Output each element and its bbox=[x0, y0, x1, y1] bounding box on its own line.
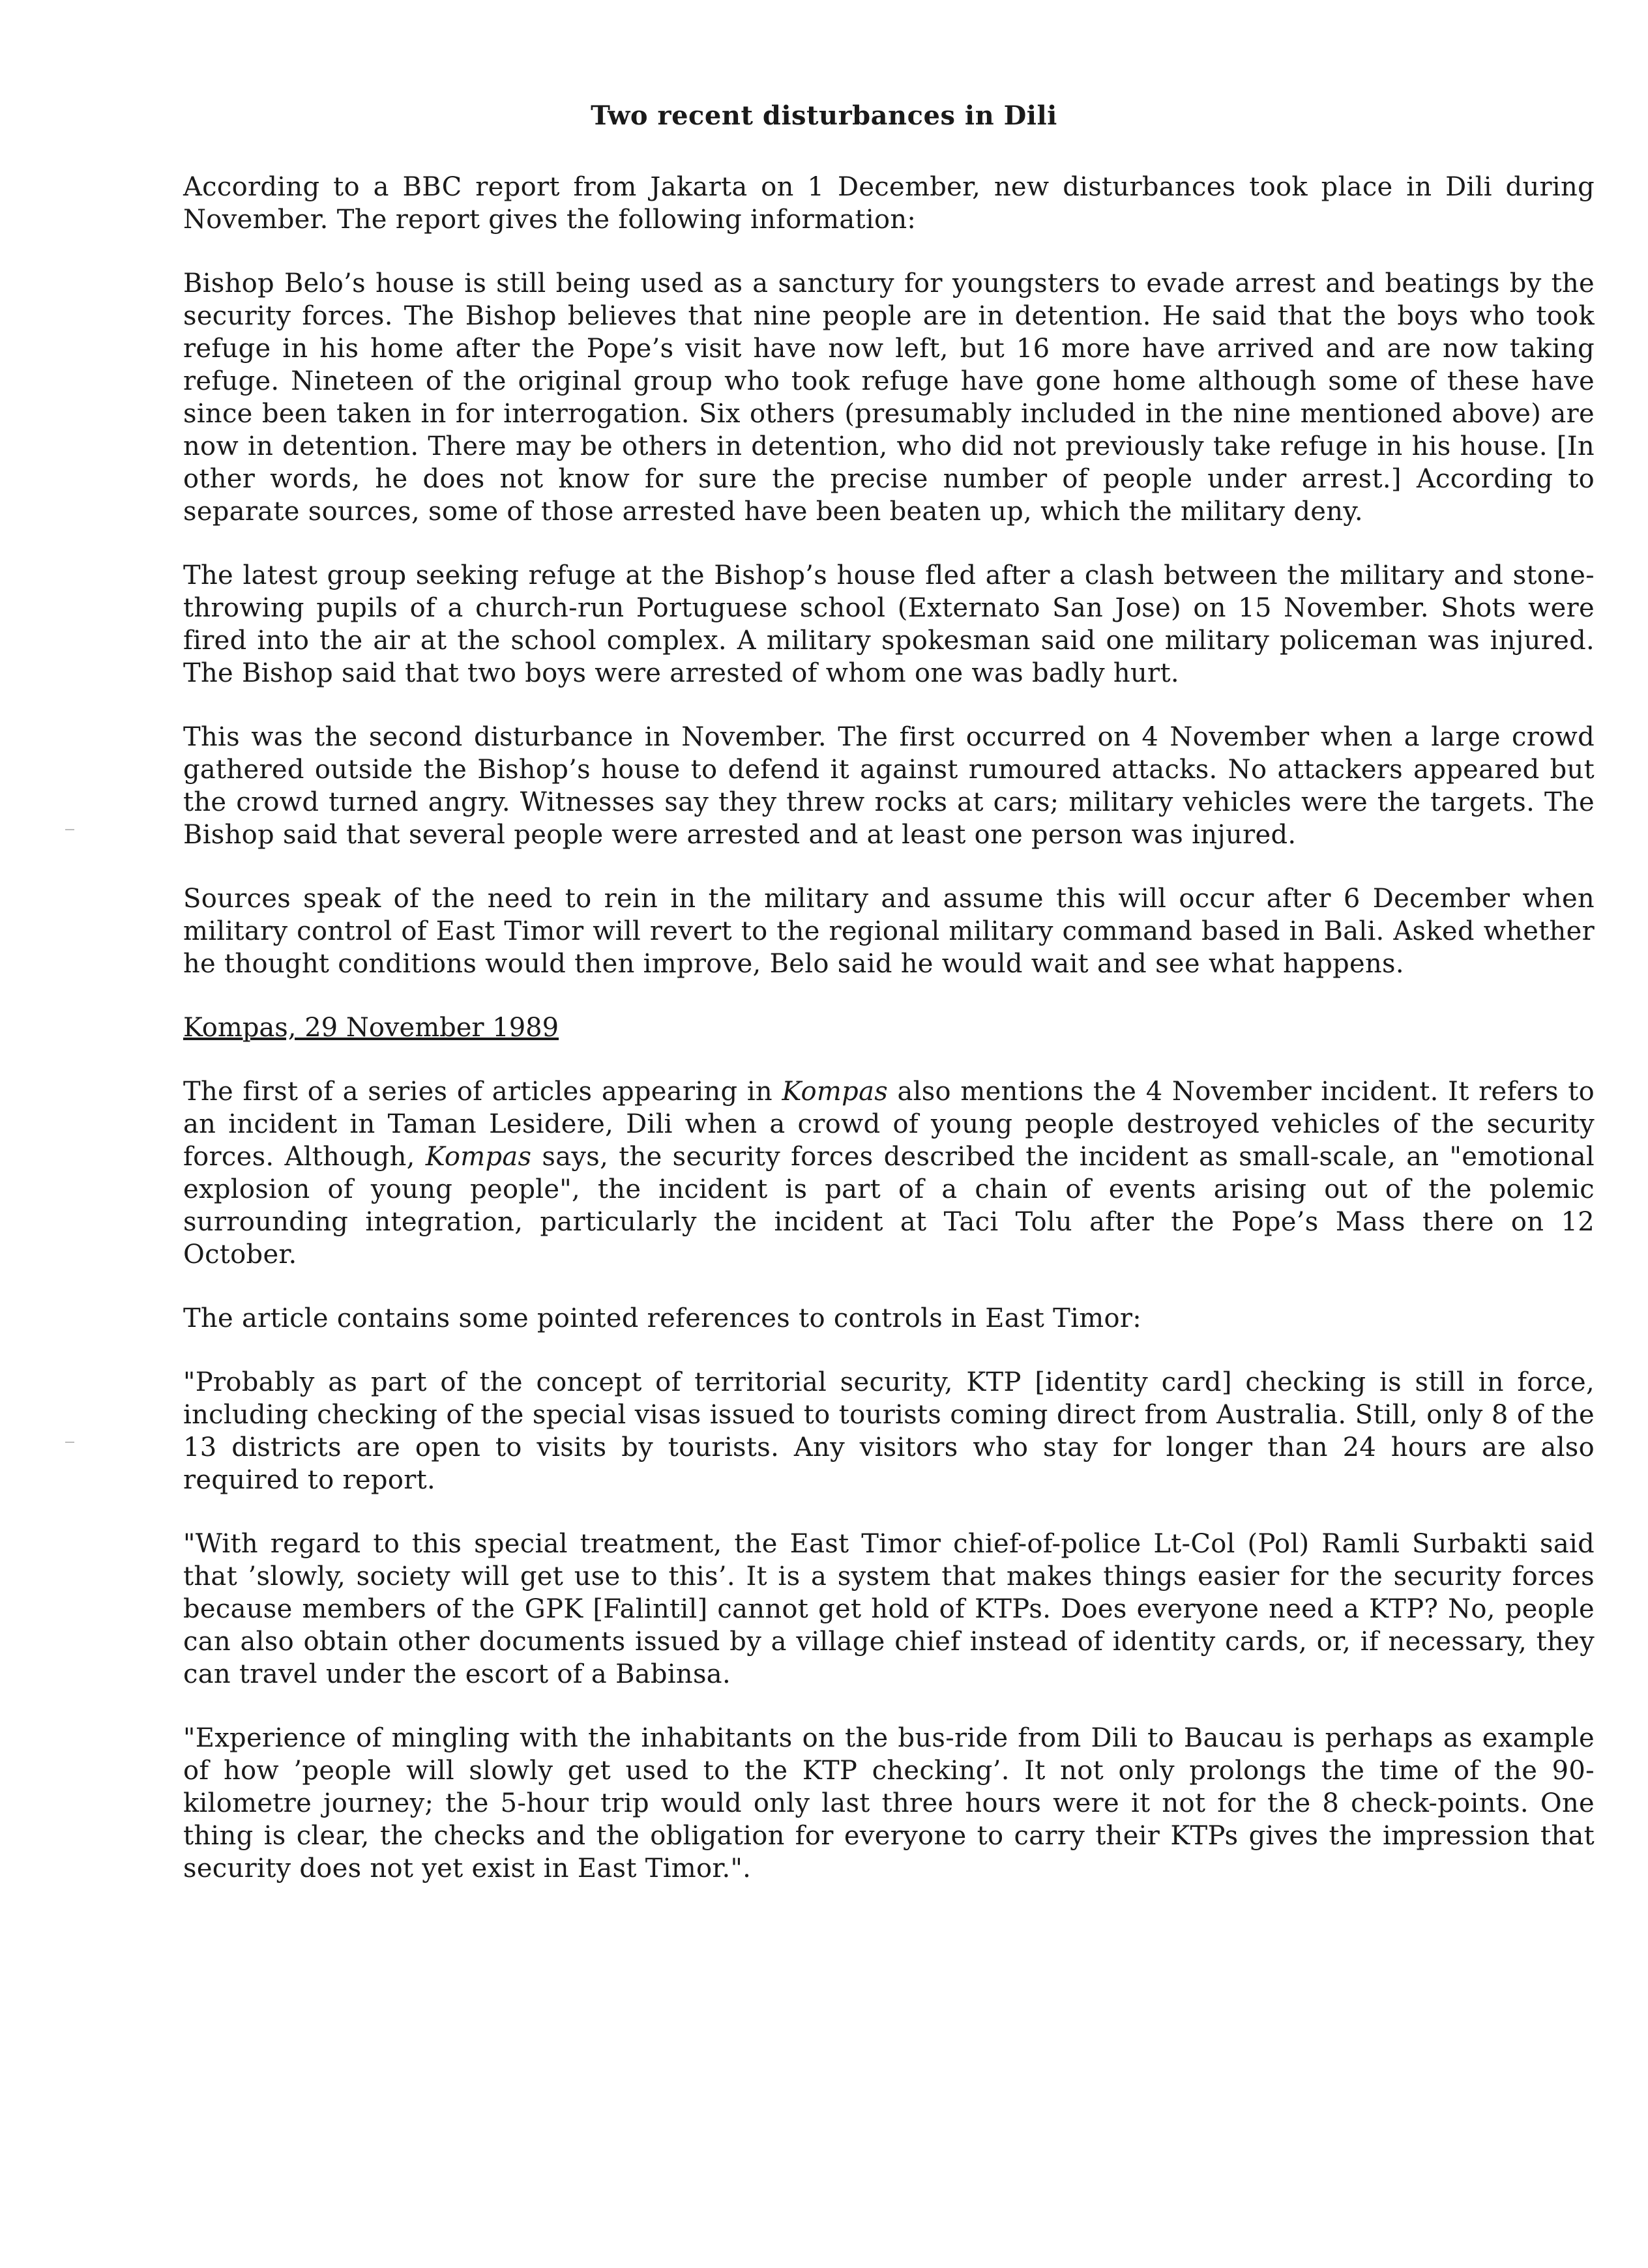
publication-name: Kompas bbox=[425, 1142, 532, 1172]
quote-bus-ride: "Experience of mingling with the inhabitants on the bus-ride from Dili to Baucau is perhaps as example of how ’people will slowly get used to the KTP checking’. It not only prolongs the time of the 90-kilometre journey; the 5-hour trip would only last three hours were it not for the 8 check-points. One thing is clear, the checks and the obligation for everyone to carry their KTPs gives the impression that security does not yet exist in East Timor.". bbox=[183, 1723, 1595, 1883]
paragraph-kompas-intro bbox=[183, 1075, 1595, 1271]
text-run: says, the security forces described the incident as small-scale, an "emotional explosion of young people", the incident is part of a chain of events arising out of the polemic surrounding integration, particularly the incident at Taci Tolu after the Pope’s Mass there on 12 October. bbox=[183, 1142, 1595, 1270]
paragraph-bbc-report: According to a BBC report from Jakarta on 1 December, new disturbances took place in Dili during November. The report gives the following information: bbox=[183, 172, 1595, 235]
quote-territorial-security: "Probably as part of the concept of territorial security, KTP [identity card] checking is still in force, including checking of the special visas issued to tourists coming direct from Australia. Still, only 8 of the 13 districts are open to visits by tourists. Any visitors who stay for longer than 24 hours are also required to report. bbox=[183, 1367, 1595, 1495]
paragraph-article-references: The article contains some pointed references to controls in East Timor: bbox=[183, 1303, 1142, 1333]
scan-speck bbox=[65, 829, 74, 830]
text-run: also mentions the 4 November incident. It refers to an incident in Taman Lesidere, Dili when a crowd of young people destroyed vehicles of the security forces. Although, bbox=[183, 1077, 1595, 1172]
document-title: Two recent disturbances in Dili bbox=[591, 100, 1057, 131]
paragraph-latest-group: The latest group seeking refuge at the Bishop’s house fled after a clash between the military and stone-throwing pupils of a church-run Portuguese school (Externato San Jose) on 15 November. Shots were fired into the air at the school complex. A military spokesman said one military policeman was injured. The Bishop said that two boys were arrested of whom one was badly hurt. bbox=[183, 560, 1595, 688]
source-heading: Kompas, 29 November 1989 bbox=[183, 1013, 559, 1043]
paragraph-sources: Sources speak of the need to rein in the military and assume this will occur after 6 December when military control of East Timor will revert to the regional military command based in Bali. Asked whether he thought conditions would then improve, Belo said he would wait and see what happens. bbox=[183, 884, 1595, 979]
publication-name: Kompas bbox=[782, 1077, 889, 1107]
scan-speck bbox=[65, 1442, 74, 1443]
text-run: The first of a series of articles appearing in bbox=[183, 1077, 782, 1107]
paragraph-second-disturbance: This was the second disturbance in November. The first occurred on 4 November when a large crowd gathered outside the Bishop’s house to defend it against rumoured attacks. No attackers appeared but the crowd turned angry. Witnesses say they threw rocks at cars; military vehicles were the targets. The Bishop said that several people were arrested and at least one person was injured. bbox=[183, 722, 1595, 850]
document-body bbox=[183, 171, 1595, 1916]
quote-special-treatment: "With regard to this special treatment, the East Timor chief-of-police Lt-Col (Pol) Ramli Surbakti said that ’slowly, society will get use to this’. It is a system that makes things easier for the security forces because members of the GPK [Falintil] cannot get hold of KTPs. Does everyone need a KTP? No, people can also obtain other documents issued by a village chief instead of identity cards, or, if necessary, they can travel under the escort of a Babinsa. bbox=[183, 1529, 1595, 1689]
paragraph-bishop-belo-house: Bishop Belo’s house is still being used as a sanctury for youngsters to evade arrest and beatings by the security forces. The Bishop believes that nine people are in detention. He said that the boys who took refuge in his home after the Pope’s visit have now left, but 16 more have arrived and are now taking refuge. Nineteen of the original group who took refuge have gone home although some of these have since been taken in for interrogation. Six others (presumably included in the nine mentioned above) are now in detention. There may be others in detention, who did not previously take refuge in his house. [In other words, he does not know for sure the precise number of people under arrest.] According to separate sources, some of those arrested have been beaten up, which the military deny. bbox=[183, 269, 1595, 527]
